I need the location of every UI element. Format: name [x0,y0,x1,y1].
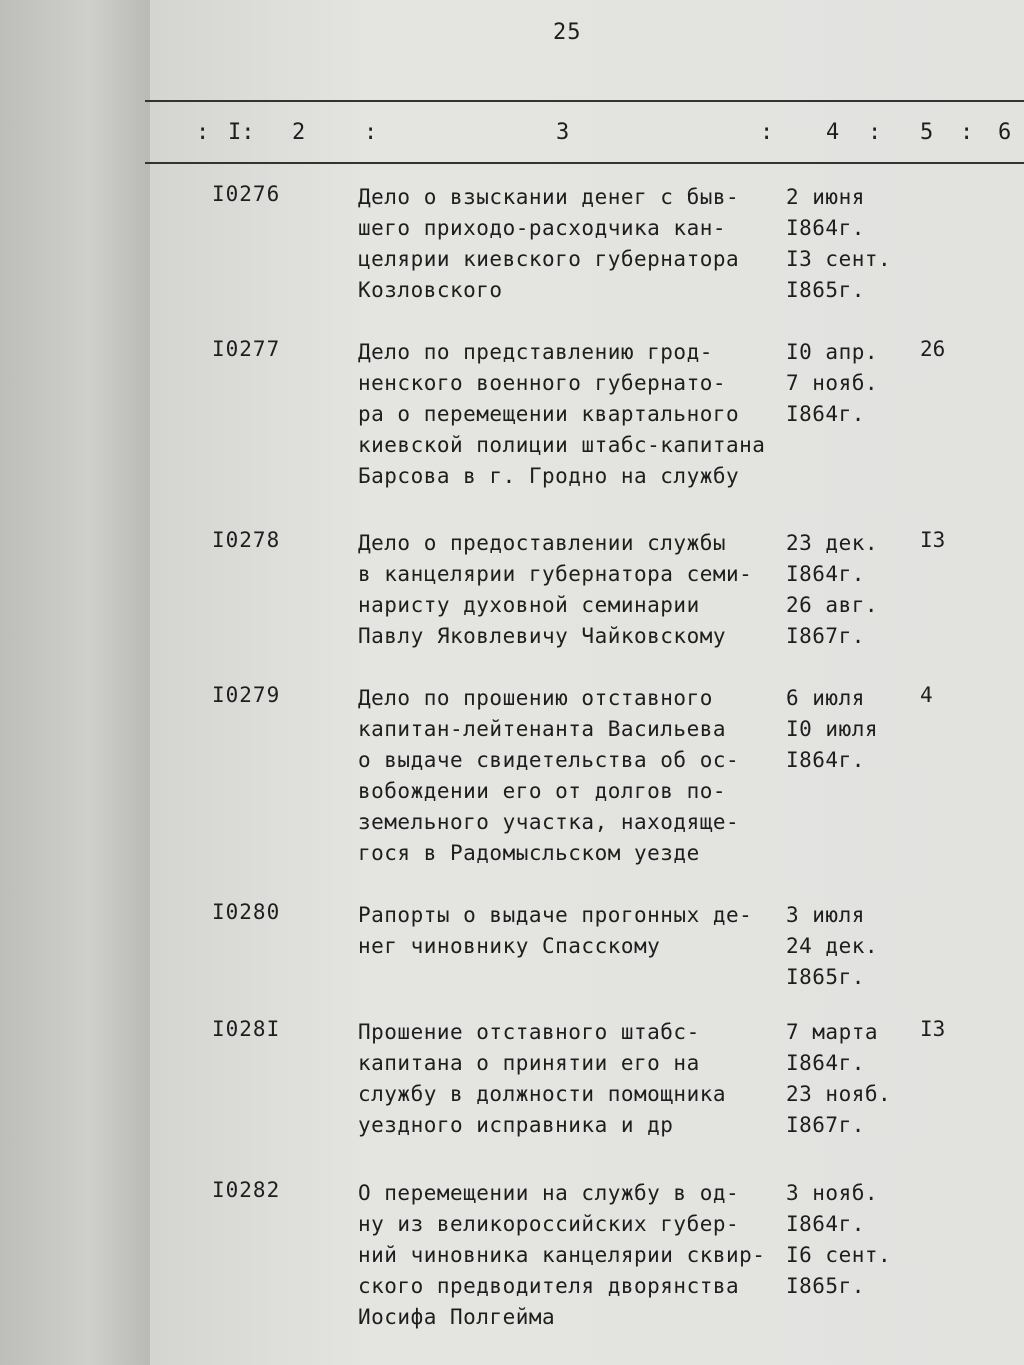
entry-line: ненского военного губернато- [358,371,727,395]
entry-date: 24 дек. [786,934,879,958]
entry-date: 3 нояб. [786,1181,879,1205]
entry-date: I864г. [786,748,865,772]
column-header-1: I: [228,120,255,145]
entry-sheet-count: I3 [920,528,946,552]
entry-line: шего приходо-расходчика кан- [358,216,727,240]
entry-line: киевской полиции штабс-капитана [358,433,766,457]
entry-line: капитан-лейтенанта Васильева [358,717,727,741]
entry-date: I864г. [786,1212,865,1236]
entry-description [358,1178,798,1333]
entry-date: 3 июля [786,903,865,927]
column-header-6: 6 [998,120,1012,145]
entry-line: нег чиновнику Спасскому [358,934,661,958]
column-header-2: 2 [292,120,306,145]
entry-date: 26 авг. [786,593,879,617]
entry-dates [786,528,916,652]
entry-date: I867г. [786,624,865,648]
entry-id: I0277 [212,337,281,361]
column-header-sep: : [960,120,974,145]
entry-line: Дело о взыскании денег с быв- [358,185,740,209]
entry-description [358,337,798,492]
entry-date: I865г. [786,278,865,302]
entry-line: Барсова в г. Гродно на службу [358,464,740,488]
header-rule-bottom [145,162,1024,164]
entry-description [358,182,798,306]
entry-date: I0 апр. [786,340,879,364]
entry-id: I0279 [212,683,281,707]
entry-dates [786,337,916,430]
entry-line: гося в Радомысльском уезде [358,841,700,865]
entry-line: капитана о принятии его на [358,1051,700,1075]
entry-line: ний чиновника канцелярии сквир- [358,1243,766,1267]
entry-date: I867г. [786,1113,865,1137]
entry-date: I864г. [786,402,865,426]
entry-line: наристу духовной семинарии [358,593,700,617]
entry-dates [786,182,916,306]
entry-description [358,1017,798,1141]
entry-date: I864г. [786,216,865,240]
entry-dates [786,1178,916,1302]
entry-date: I864г. [786,562,865,586]
column-header-5: 5 [920,120,934,145]
entry-date: 2 июня [786,185,865,209]
column-header-sep: : [364,120,378,145]
entry-dates [786,683,916,776]
column-header-sep: : [760,120,774,145]
entry-id: I0280 [212,900,281,924]
entry-line: Козловского [358,278,503,302]
column-header-sep: : [868,120,882,145]
entry-line: Иосифа Полгейма [358,1305,556,1329]
entry-date: 6 июля [786,686,865,710]
entry-line: целярии киевского губернатора [358,247,740,271]
entry-line: Рапорты о выдаче прогонных де- [358,903,753,927]
entry-line: Дело о предоставлении службы [358,531,727,555]
entry-line: уездного исправника и др [358,1113,674,1137]
entry-line: службу в должности помощника [358,1082,727,1106]
entry-line: Павлу Яковлевичу Чайковскому [358,624,727,648]
entry-date: I865г. [786,965,865,989]
entry-description [358,528,798,652]
column-header-4: 4 [826,120,840,145]
entry-line: Дело по прошению отставного [358,686,713,710]
entry-id: I0278 [212,528,281,552]
column-header-3: 3 [556,120,570,145]
entry-id: I0282 [212,1178,281,1202]
entry-sheet-count: 26 [920,337,946,361]
entry-line: ну из великороссийских губер- [358,1212,740,1236]
entry-line: в канцелярии губернатора семи- [358,562,753,586]
entry-date: 7 нояб. [786,371,879,395]
entry-line: о выдаче свидетельства об ос- [358,748,740,772]
entry-date: I0 июля [786,717,879,741]
entry-sheet-count: I3 [920,1017,946,1041]
entry-description [358,900,798,962]
entry-line: вобождении его от долгов по- [358,779,727,803]
entry-line: Дело по представлению грод- [358,340,713,364]
entry-date: I3 сент. [786,247,892,271]
entry-date: 23 дек. [786,531,879,555]
page-number: 25 [553,20,582,45]
entry-id: I028I [212,1017,281,1041]
entry-description [358,683,798,869]
entry-date: 23 нояб. [786,1082,892,1106]
entry-dates [786,1017,916,1141]
entry-line: ского предводителя дворянства [358,1274,740,1298]
entry-date: I864г. [786,1051,865,1075]
entry-date: 7 марта [786,1020,879,1044]
entry-date: I865г. [786,1274,865,1298]
entry-line: О перемещении на службу в од- [358,1181,740,1205]
column-header-sep: : [196,120,210,145]
entry-line: ра о перемещении квартального [358,402,740,426]
entry-line: земельного участка, находяще- [358,810,740,834]
page-gutter [0,0,150,1365]
header-rule-top [145,100,1024,102]
entry-sheet-count: 4 [920,683,933,707]
entry-date: I6 сент. [786,1243,892,1267]
entry-dates [786,900,916,993]
entry-id: I0276 [212,182,281,206]
entry-line: Прошение отставного штабс- [358,1020,700,1044]
